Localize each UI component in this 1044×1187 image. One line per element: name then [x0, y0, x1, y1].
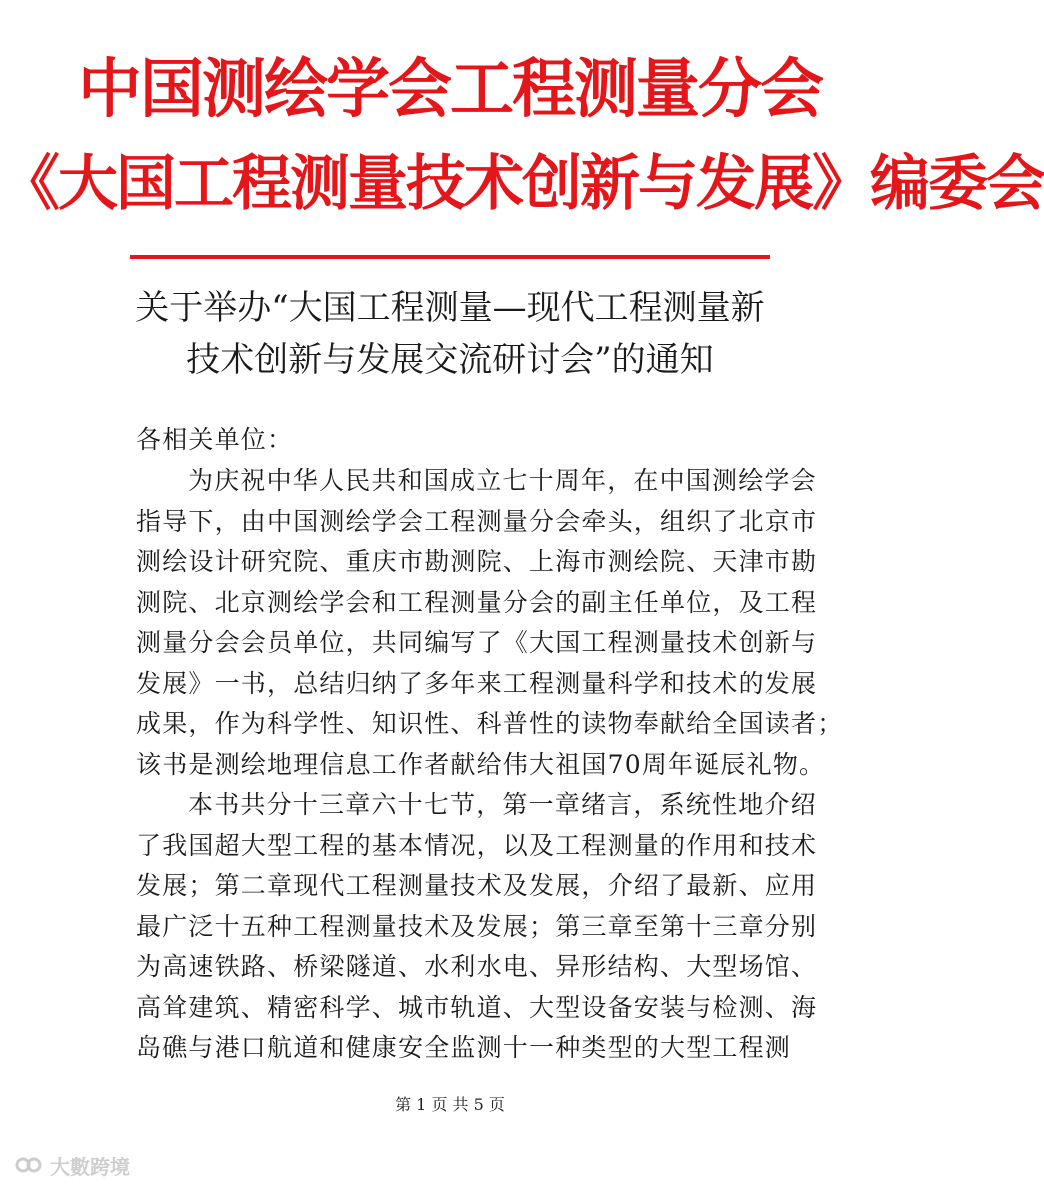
watermark	[14, 1150, 130, 1180]
watermark-text: 大數跨境	[50, 1154, 130, 1179]
paragraph-line: 为庆祝中华人民共和国成立七十周年，在中国测绘学会	[188, 466, 817, 495]
paragraph-line: 该书是测绘地理信息工作者献给伟大祖国70周年诞辰礼物。	[136, 749, 826, 779]
paragraph-line: 最广泛十五种工程测量技术及发展；第三章至第十三章分别	[136, 911, 818, 941]
paragraph-line: 发展》一书，总结归纳了多年来工程测量科学和技术的发展	[136, 668, 818, 698]
link-logo-icon	[14, 1155, 44, 1175]
notice-title-line1: 关于举办“大国工程测量—现代工程测量新	[135, 288, 765, 328]
paragraph-line: 指导下，由中国测绘学会工程测量分会牵头，组织了北京市	[136, 506, 818, 536]
paragraph-line: 高耸建筑、精密科学、城市轨道、大型设备安装与检测、海	[136, 992, 818, 1022]
org-name-line2: 《大国工程测量技术创新与发展》编委会	[0, 149, 1044, 219]
org-name-line1: 中国测绘学会工程测量分会	[78, 53, 822, 127]
paragraph-1	[136, 461, 844, 785]
paragraph-line: 发展；第二章现代工程测量技术及发展，介绍了最新、应用	[136, 871, 818, 900]
paragraph-line: 测量分会会员单位，共同编写了《大国工程测量技术创新与	[136, 628, 818, 657]
paragraph-line: 本书共分十三章六十七节，第一章绪言，系统性地介绍	[188, 790, 817, 819]
paragraph-line: 为高速铁路、桥梁隧道、水利水电、异形结构、大型场馆、	[136, 952, 818, 981]
red-divider	[130, 255, 770, 259]
page-number: 第 1 页 共 5 页	[395, 1095, 505, 1114]
paragraph-line: 了我国超大型工程的基本情况，以及工程测量的作用和技术	[136, 830, 818, 860]
salutation-text: 各相关单位：	[136, 425, 294, 454]
paragraph-line: 测院、北京测绘学会和工程测量分会的副主任单位，及工程	[136, 587, 818, 617]
paragraph-2	[136, 785, 818, 1069]
salutation	[136, 420, 776, 461]
paragraph-line: 成果，作为科学性、知识性、科普性的读物奉献给全国读者；	[136, 709, 844, 738]
paragraph-line: 测绘设计研究院、重庆市勘测院、上海市测绘院、天津市勘	[136, 547, 818, 576]
notice-title-line2: 技术创新与发展交流研讨会”的通知	[186, 340, 714, 380]
paragraph-line: 岛礁与港口航道和健康安全监测十一种类型的大型工程测	[136, 1033, 792, 1062]
